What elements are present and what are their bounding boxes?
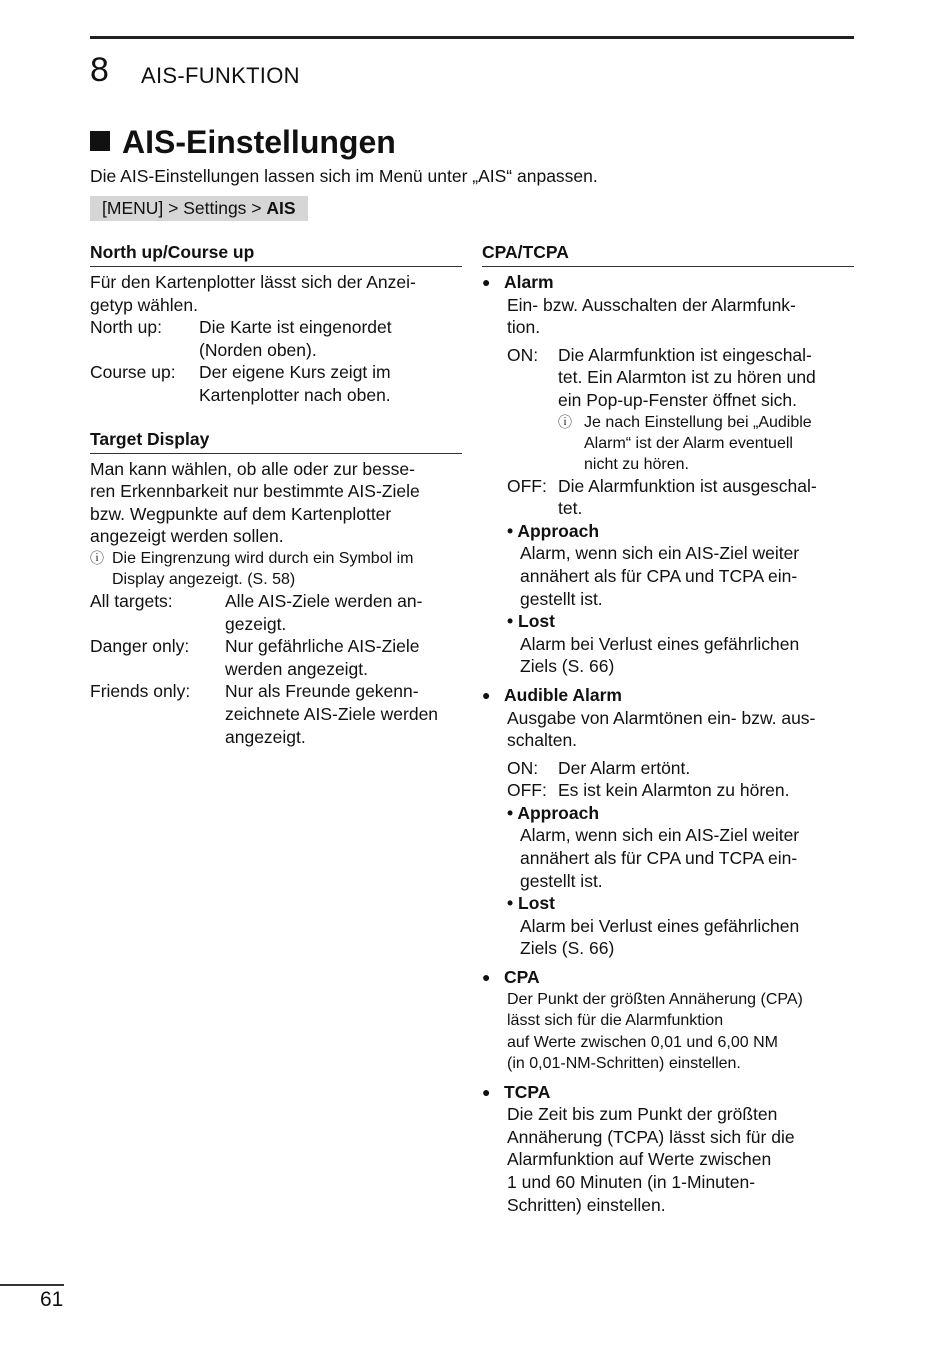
target-text: Man kann wählen, ob alle oder zur besse- [90, 458, 415, 479]
info-icon: ⓘ [90, 549, 104, 566]
audible-on-item [507, 757, 854, 780]
course-item-desc: Kartenplotter nach oben. [199, 384, 391, 405]
north-text-1: Für den Kartenplotter lässt sich der Anzei- [90, 272, 416, 292]
all-targets-item [90, 590, 462, 635]
cpa-text: auf Werte zwischen 0,01 und 6,00 NM [507, 1033, 778, 1051]
chapter-title: AIS-FUNKTION [141, 63, 300, 88]
alarm-lost-text: Ziels (S. 66) [520, 656, 615, 677]
audible-bullet [482, 684, 854, 707]
menu-path [90, 196, 308, 221]
tcpa-text: 1 und 60 Minuten (in 1-Minuten- [507, 1172, 756, 1192]
all-targets-term: All targets: [90, 590, 173, 611]
header-rule [90, 36, 854, 39]
course-item-desc: Der eigene Kurs zeigt im [199, 362, 391, 383]
alarm-text: tion. [507, 317, 541, 338]
north-item [90, 316, 462, 361]
target-text: ren Erkennbarkeit nur bestimmte AIS-Ziele [90, 481, 420, 502]
audible-text: schalten. [507, 730, 578, 751]
cpa-body [482, 989, 854, 1075]
intro-text: Die AIS-Einstellungen lassen sich im Menü unter „AIS“ anpassen. [90, 166, 598, 186]
bullet-dot-icon: ● [482, 274, 491, 290]
alarm-on-desc: tet. Ein Alarmton ist zu hören und [558, 367, 816, 388]
alarm-note-line: nicht zu hören. [584, 455, 689, 473]
alarm-text: Ein- bzw. Ausschalten der Alarmfunk- [507, 294, 796, 315]
square-bullet-icon [90, 131, 110, 151]
friends-only-desc: zeichnete AIS-Ziele werden [225, 703, 439, 724]
tcpa-text: Die Zeit bis zum Punkt der größten [507, 1104, 778, 1125]
audible-off-desc: Es ist kein Alarmton zu hören. [558, 780, 790, 801]
audible-lost-text: Alarm bei Verlust eines gefährlichen [520, 915, 800, 936]
all-targets-desc: Alle AIS-Ziele werden an- [225, 590, 423, 611]
left-column [90, 240, 462, 748]
info-icon: ⓘ [558, 413, 572, 430]
alarm-off-item [507, 475, 854, 520]
alarm-approach-text: Alarm, wenn sich ein AIS-Ziel weiter [520, 543, 800, 564]
cpa-text: lässt sich für die Alarmfunktion [507, 1012, 724, 1030]
bullet-dot-icon: ● [482, 686, 491, 703]
target-note-line: Die Eingrenzung wird durch ein Symbol im [112, 549, 414, 567]
north-item-term: North up: [90, 317, 162, 338]
audible-on-desc: Der Alarm ertönt. [558, 757, 691, 778]
alarm-title: Alarm [504, 272, 554, 292]
audible-text: Ausgabe von Alarmtönen ein- bzw. aus- [507, 707, 816, 728]
north-text-2: getyp wählen. [90, 294, 198, 315]
audible-title: Audible Alarm [504, 684, 622, 705]
alarm-lost-text: Alarm bei Verlust eines gefährlichen [520, 633, 800, 654]
chapter-number: 8 [90, 51, 109, 89]
friends-only-term: Friends only: [90, 681, 191, 702]
alarm-approach: • Approach Alarm, wenn sich ein AIS-Ziel weiter annähert als für CPA und TCPA ein- gestellt ist. [507, 520, 854, 610]
audible-lost-title: Lost [518, 893, 555, 914]
alarm-note-line: Je nach Einstellung bei „Audible [584, 413, 812, 431]
alarm-on-term: ON: [507, 344, 539, 365]
tcpa-body [482, 1103, 854, 1216]
audible-approach-title: Approach [517, 802, 600, 823]
footer-rule [0, 1284, 64, 1286]
danger-only-item [90, 635, 462, 680]
cpa-text: (in 0,01-NM-Schritten) einstellen. [507, 1055, 741, 1073]
friends-only-desc: Nur als Freunde gekenn- [225, 681, 419, 702]
audible-body [482, 707, 854, 961]
target-heading: Target Display [90, 427, 462, 454]
danger-only-desc: werden angezeigt. [225, 658, 369, 679]
audible-off-item [507, 779, 854, 802]
menu-path-prefix: [MENU] > Settings > [102, 198, 267, 218]
audible-approach-text: gestellt ist. [520, 870, 603, 891]
audible-lost-text: Ziels (S. 66) [520, 938, 615, 959]
course-item [90, 361, 462, 406]
target-note [90, 548, 462, 590]
alarm-on-item [507, 344, 854, 475]
cpa-tcpa-heading: CPA/TCPA [482, 240, 854, 267]
tcpa-text: Schritten) einstellen. [507, 1194, 666, 1215]
audible-approach-text: Alarm, wenn sich ein AIS-Ziel weiter [520, 825, 800, 846]
tcpa-bullet [482, 1081, 854, 1104]
page-title [90, 120, 396, 164]
tcpa-text: Annäherung (TCPA) lässt sich für die [507, 1126, 795, 1147]
alarm-approach-text: annähert als für CPA und TCPA ein- [520, 565, 798, 586]
audible-approach: • Approach Alarm, wenn sich ein AIS-Ziel weiter annähert als für CPA und TCPA ein- gestellt ist. [507, 802, 854, 892]
audible-off-term: OFF: [507, 780, 547, 801]
alarm-approach-text: gestellt ist. [520, 588, 603, 609]
friends-only-item [90, 680, 462, 748]
right-column [482, 240, 854, 1216]
alarm-off-desc: Die Alarmfunktion ist ausgeschal- [558, 475, 817, 496]
course-item-term: Course up: [90, 362, 176, 383]
target-note-line: Display angezeigt. (S. 58) [112, 570, 296, 588]
danger-only-desc: Nur gefährliche AIS-Ziele [225, 636, 420, 657]
alarm-lost-title: Lost [518, 611, 555, 632]
cpa-bullet [482, 966, 854, 989]
alarm-off-term: OFF: [507, 475, 547, 496]
cpa-text: Der Punkt der größten Annäherung (CPA) [507, 990, 803, 1008]
bullet-dot-icon: ● [482, 1083, 491, 1100]
tcpa-title: TCPA [504, 1081, 551, 1102]
tcpa-text: Alarmfunktion auf Werte zwischen [507, 1149, 772, 1170]
alarm-lost: • Lost Alarm bei Verlust eines gefährlichen Ziels (S. 66) [507, 610, 854, 678]
audible-approach-text: annähert als für CPA und TCPA ein- [520, 848, 798, 869]
north-item-desc: Die Karte ist eingenordet [199, 317, 392, 338]
target-text: angezeigt werden sollen. [90, 526, 284, 547]
menu-path-last: AIS [266, 198, 296, 218]
friends-only-desc: angezeigt. [225, 726, 306, 747]
target-text: bzw. Wegpunkte auf dem Kartenplotter [90, 503, 392, 524]
page-title-text: AIS-Einstellungen [122, 124, 396, 160]
all-targets-desc: gezeigt. [225, 613, 287, 634]
alarm-off-desc: tet. [558, 498, 583, 519]
alarm-bullet [482, 271, 854, 294]
alarm-approach-title: Approach [517, 520, 600, 541]
cpa-title: CPA [504, 967, 540, 988]
bullet-dot-icon: ● [482, 969, 491, 986]
alarm-on-desc: ein Pop-up-Fenster öffnet sich. [558, 389, 797, 410]
alarm-body [482, 294, 854, 678]
danger-only-term: Danger only: [90, 636, 190, 657]
alarm-note-line: Alarm“ ist der Alarm eventuell [584, 434, 793, 452]
north-heading: North up/Course up [90, 240, 462, 267]
audible-on-term: ON: [507, 757, 539, 778]
alarm-on-desc: Die Alarmfunktion ist eingeschal- [558, 344, 812, 365]
alarm-note [558, 412, 854, 475]
audible-lost: • Lost Alarm bei Verlust eines gefährlichen Ziels (S. 66) [507, 892, 854, 960]
page-number: 61 [40, 1288, 64, 1311]
north-item-desc: (Norden oben). [199, 339, 317, 360]
